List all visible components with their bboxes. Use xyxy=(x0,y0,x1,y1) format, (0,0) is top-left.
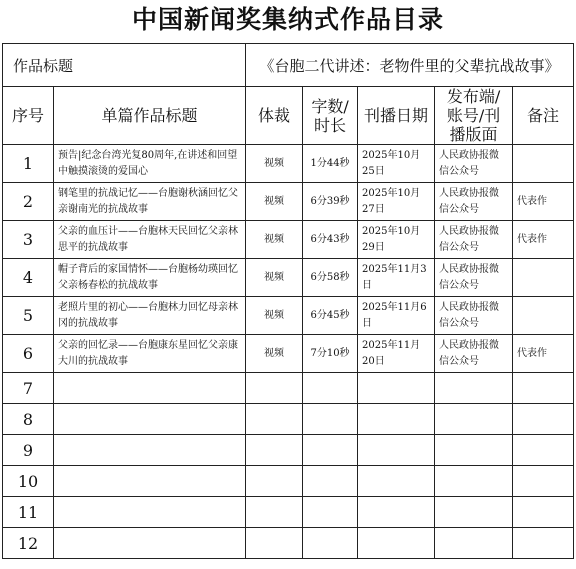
row-genre: 视频 xyxy=(246,145,303,183)
page-title: 中国新闻奖集纳式作品目录 xyxy=(131,5,444,34)
header-length: 字数/时长 xyxy=(303,87,358,145)
row-note: 代表作 xyxy=(513,183,574,221)
row-note: 代表作 xyxy=(513,221,574,259)
row-publisher: 人民政协报微信公众号 xyxy=(435,145,513,183)
work-title-value: 《台胞二代讲述：老物件里的父辈抗战故事》 xyxy=(246,44,574,87)
row-date: 2025年10月25日 xyxy=(358,145,435,183)
empty-cell xyxy=(358,404,435,435)
empty-cell xyxy=(54,404,246,435)
empty-cell xyxy=(358,466,435,497)
row-date: 2025年11月20日 xyxy=(358,335,435,373)
empty-cell xyxy=(435,404,513,435)
empty-cell xyxy=(303,466,358,497)
work-title-label: 作品标题 xyxy=(3,44,246,87)
row-length: 1分44秒 xyxy=(303,145,358,183)
empty-cell xyxy=(513,466,574,497)
row-note xyxy=(513,259,574,297)
row-note xyxy=(513,145,574,183)
table-row xyxy=(3,221,574,259)
work-title-row xyxy=(3,44,574,87)
row-title: 帽子背后的家国情怀——台胞杨幼瑛回忆父亲杨春松的抗战故事 xyxy=(54,259,246,297)
empty-cell xyxy=(358,435,435,466)
table-row xyxy=(3,297,574,335)
row-number: 12 xyxy=(3,528,54,559)
row-length: 6分39秒 xyxy=(303,183,358,221)
row-publisher: 人民政协报微信公众号 xyxy=(435,221,513,259)
row-publisher: 人民政协报微信公众号 xyxy=(435,259,513,297)
row-note: 代表作 xyxy=(513,335,574,373)
empty-cell xyxy=(435,466,513,497)
header-note: 备注 xyxy=(513,87,574,145)
row-number: 4 xyxy=(3,259,54,297)
table-row xyxy=(3,497,574,528)
header-title: 单篇作品标题 xyxy=(54,87,246,145)
empty-cell xyxy=(435,528,513,559)
empty-cell xyxy=(246,435,303,466)
row-number: 1 xyxy=(3,145,54,183)
row-note xyxy=(513,297,574,335)
catalog-table xyxy=(2,43,574,559)
empty-cell xyxy=(54,435,246,466)
row-genre: 视频 xyxy=(246,335,303,373)
table-row xyxy=(3,335,574,373)
table-row xyxy=(3,145,574,183)
row-title: 老照片里的初心——台胞林力回忆母亲林冈的抗战故事 xyxy=(54,297,246,335)
row-date: 2025年10月29日 xyxy=(358,221,435,259)
table-row xyxy=(3,373,574,404)
row-title: 父亲的血压计——台胞林天民回忆父亲林思平的抗战故事 xyxy=(54,221,246,259)
empty-cell xyxy=(513,497,574,528)
row-number: 5 xyxy=(3,297,54,335)
row-length: 6分58秒 xyxy=(303,259,358,297)
row-title: 钢笔里的抗战记忆——台胞谢秋涵回忆父亲谢南光的抗战故事 xyxy=(54,183,246,221)
table-row xyxy=(3,259,574,297)
empty-cell xyxy=(513,528,574,559)
empty-cell xyxy=(358,528,435,559)
row-genre: 视频 xyxy=(246,297,303,335)
empty-cell xyxy=(358,373,435,404)
row-length: 6分45秒 xyxy=(303,297,358,335)
header-genre: 体裁 xyxy=(246,87,303,145)
empty-cell xyxy=(435,373,513,404)
row-publisher: 人民政协报微信公众号 xyxy=(435,335,513,373)
empty-cell xyxy=(358,497,435,528)
empty-cell xyxy=(303,404,358,435)
row-number: 3 xyxy=(3,221,54,259)
row-publisher: 人民政协报微信公众号 xyxy=(435,297,513,335)
row-date: 2025年11月3日 xyxy=(358,259,435,297)
row-title: 预告|纪念台湾光复80周年,在讲述和回望中触摸滚烫的爱国心 xyxy=(54,145,246,183)
table-row xyxy=(3,183,574,221)
empty-cell xyxy=(54,466,246,497)
row-genre: 视频 xyxy=(246,221,303,259)
row-date: 2025年11月6日 xyxy=(358,297,435,335)
empty-cell xyxy=(303,373,358,404)
table-row xyxy=(3,528,574,559)
empty-cell xyxy=(435,497,513,528)
empty-cell xyxy=(54,497,246,528)
row-number: 6 xyxy=(3,335,54,373)
row-number: 8 xyxy=(3,404,54,435)
empty-cell xyxy=(246,466,303,497)
header-row xyxy=(3,87,574,145)
row-number: 2 xyxy=(3,183,54,221)
empty-cell xyxy=(513,435,574,466)
row-number: 11 xyxy=(3,497,54,528)
empty-cell xyxy=(303,528,358,559)
empty-cell xyxy=(246,497,303,528)
row-number: 9 xyxy=(3,435,54,466)
row-number: 10 xyxy=(3,466,54,497)
header-date: 刊播日期 xyxy=(358,87,435,145)
row-length: 6分43秒 xyxy=(303,221,358,259)
empty-cell xyxy=(246,528,303,559)
row-genre: 视频 xyxy=(246,183,303,221)
empty-cell xyxy=(246,373,303,404)
header-no: 序号 xyxy=(3,87,54,145)
header-publisher: 发布端/账号/刊播版面 xyxy=(435,87,513,145)
empty-cell xyxy=(303,435,358,466)
row-publisher: 人民政协报微信公众号 xyxy=(435,183,513,221)
empty-cell xyxy=(513,373,574,404)
row-date: 2025年10月27日 xyxy=(358,183,435,221)
empty-cell xyxy=(435,435,513,466)
table-row xyxy=(3,435,574,466)
empty-cell xyxy=(246,404,303,435)
table-row xyxy=(3,466,574,497)
row-number: 7 xyxy=(3,373,54,404)
empty-cell xyxy=(54,373,246,404)
empty-cell xyxy=(513,404,574,435)
row-title: 父亲的回忆录——台胞康东星回忆父亲康大川的抗战故事 xyxy=(54,335,246,373)
row-genre: 视频 xyxy=(246,259,303,297)
empty-cell xyxy=(54,528,246,559)
empty-cell xyxy=(303,497,358,528)
table-row xyxy=(3,404,574,435)
row-length: 7分10秒 xyxy=(303,335,358,373)
